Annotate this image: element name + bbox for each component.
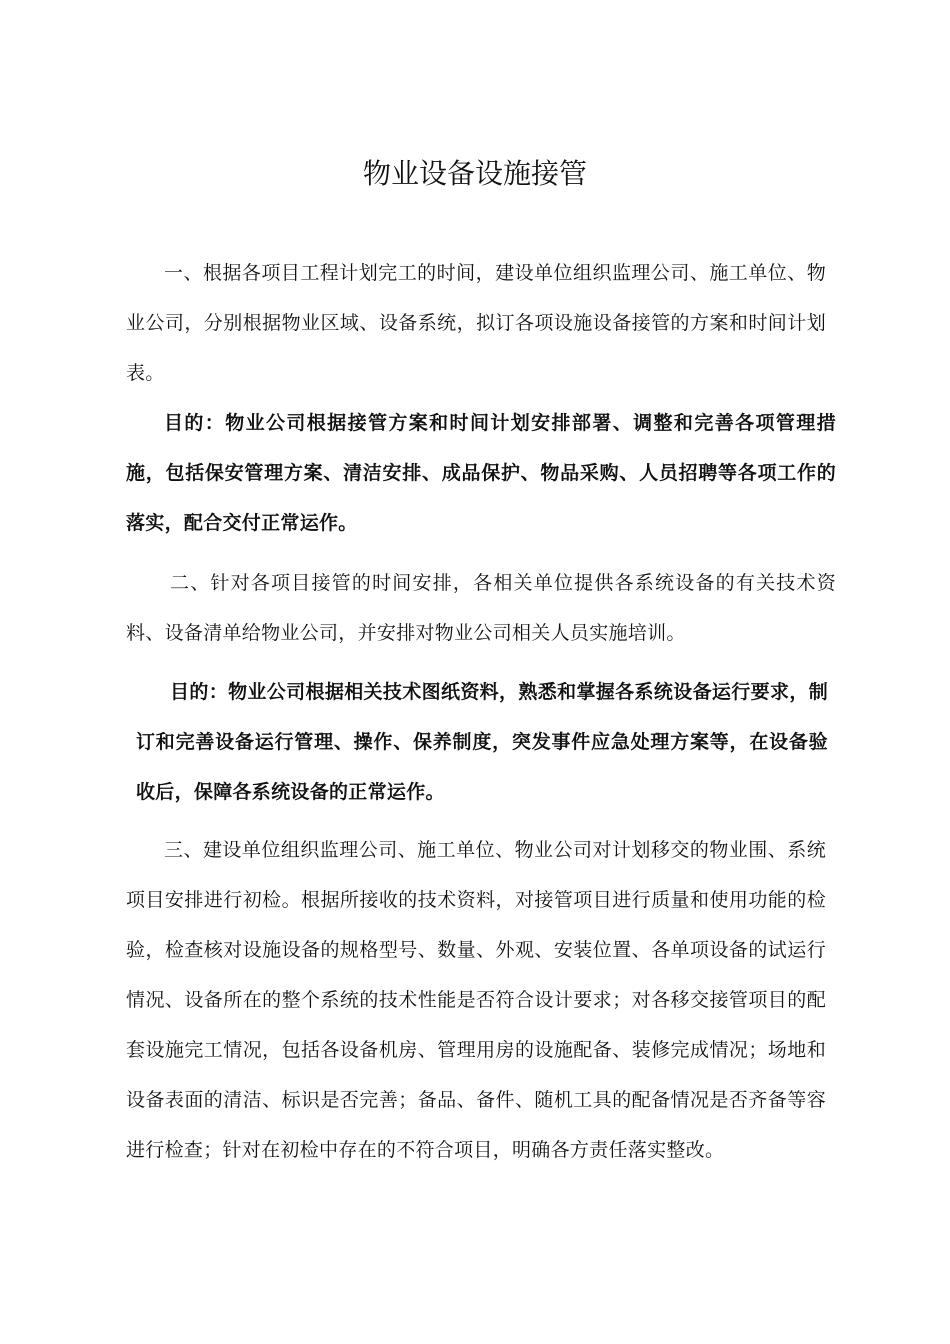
paragraph-purpose-two: 目的：物业公司根据相关技术图纸资料，熟悉和掌握各系统设备运行要求，制订和完善设备运行管理、操作、保养制度，突发事件应急处理方案等，在设备验收后，保障各系统设备的正常运作。 — [136, 681, 828, 803]
paragraph-purpose-one: 目的：物业公司根据接管方案和时间计划安排部署、调整和完善各项管理措施，包括保安管理方案、清洁安排、成品保护、物品采购、人员招聘等各项工作的落实，配合交付正常运作。 — [126, 412, 836, 534]
paragraph-section-one: 一、根据各项目工程计划完工的时间，建设单位组织监理公司、施工单位、物业公司，分别根据物业区域、设备系统，拟订各项设施设备接管的方案和时间计划表。 — [126, 262, 826, 384]
paragraph-section-two: 二、针对各项目接管的时间安排，各相关单位提供各系统设备的有关技术资料、设备清单给物业公司，并安排对物业公司相关人员实施培训。 — [126, 572, 836, 644]
paragraph-section-three: 三、建设单位组织监理公司、施工单位、物业公司对计划移交的物业围、系统项目安排进行初检。根据所接收的技术资料，对接管项目进行质量和使用功能的检验，检查核对设施设备的规格型号、数量、外观、安装位置、各单项设备的试运行情况、设备所在的整个系统的技术性能是否符合设计要求；对各移交接管项目的配套设施完工情况，包括各设备机房、管理用房的设施配备、装修完成情况；场地和设备表面的清洁、标识是否完善；备品、备件、随机工具的配备情况是否齐备等容进行检查；针对在初检中存在的不符合项目，明确各方责任落实整改。 — [126, 839, 826, 1161]
document-title: 物业设备设施接管 — [362, 157, 587, 190]
